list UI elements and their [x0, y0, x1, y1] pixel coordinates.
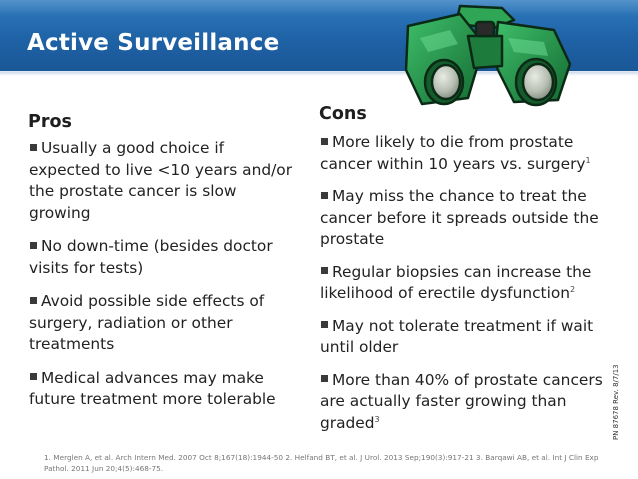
- pros-item-text: Medical advances may make future treatment more tolerable: [29, 368, 276, 408]
- reference-superscript: 2: [570, 284, 576, 294]
- pros-heading: Pros: [28, 112, 72, 132]
- list-item: [320, 370, 610, 435]
- binoculars-icon: [398, 0, 573, 114]
- list-item: [29, 236, 294, 279]
- bullet-icon: [30, 297, 37, 304]
- bullet-icon: [321, 321, 328, 328]
- pros-item-text: Usually a good choice if expected to live <10 years and/or the prostate cancer is slow growing: [29, 139, 293, 222]
- document-id: PN 87678 Rev. 8/7/13: [612, 364, 620, 440]
- list-item: [29, 138, 294, 224]
- reference-superscript: 1: [585, 155, 591, 165]
- pros-item-text: No down-time (besides doctor visits for tests): [29, 237, 273, 277]
- cons-item-text: May miss the chance to treat the cancer before it spreads outside the prostate: [320, 187, 599, 248]
- bullet-icon: [321, 138, 328, 145]
- cons-heading: Cons: [319, 104, 367, 124]
- pros-item-text: Avoid possible side effects of surgery, radiation or other treatments: [29, 292, 265, 353]
- cons-item-text: More than 40% of prostate cancers are actually faster growing than graded: [320, 370, 603, 432]
- bullet-icon: [30, 242, 37, 249]
- bullet-icon: [321, 375, 328, 382]
- bullet-icon: [321, 267, 328, 274]
- bullet-icon: [321, 192, 328, 199]
- list-item: [29, 368, 294, 411]
- list-item: [320, 316, 610, 359]
- cons-list: [320, 132, 610, 445]
- cons-item-text: May not tolerate treatment if wait until older: [320, 316, 594, 356]
- cons-item-text: More likely to die from prostate cancer within 10 years vs. surgery: [320, 133, 586, 173]
- slide-title: Active Surveillance: [27, 30, 280, 56]
- list-item: [320, 132, 610, 175]
- bullet-icon: [30, 373, 37, 380]
- bullet-icon: [30, 144, 37, 151]
- list-item: [320, 262, 610, 305]
- pros-list: [29, 138, 294, 423]
- reference-superscript: 3: [374, 414, 380, 424]
- cons-item-text: Regular biopsies can increase the likelihood of erectile dysfunction: [320, 262, 592, 302]
- list-item: [320, 186, 610, 251]
- references-footnote: 1. Merglen A, et al. Arch Intern Med. 2007 Oct 8;167(18):1944-50 2. Helfand BT, et al. J Urol. 2013 Sep;190(3):917-21 3. Barqawi AB, et al. Int J Clin Exp Pathol. 2011 Jun 20;4(5):468-75.: [44, 453, 599, 473]
- list-item: [29, 291, 294, 356]
